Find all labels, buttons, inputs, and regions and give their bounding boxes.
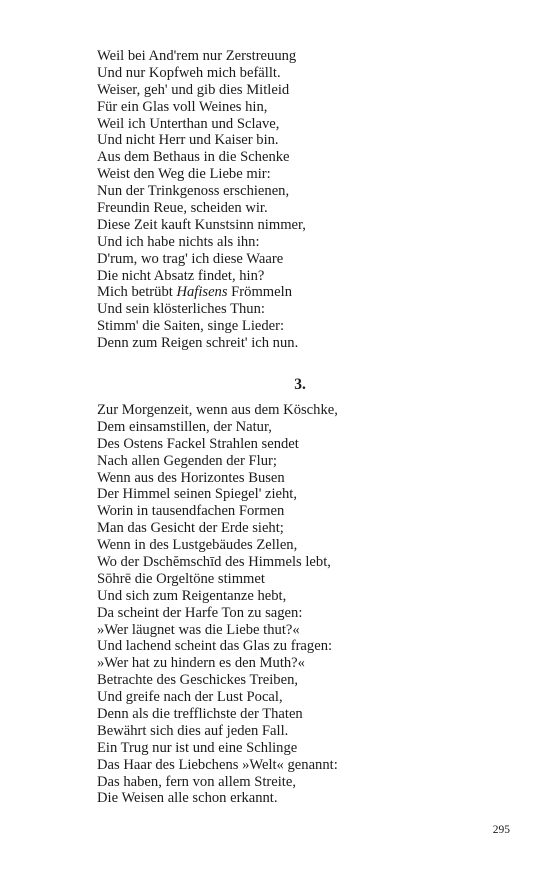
verse-line: Des Ostens Fackel Strahlen sendet (97, 435, 299, 452)
verse-line: Ein Trug nur ist und eine Schlinge (97, 739, 298, 756)
verse-line: Die Weisen alle schon erkannt. (97, 790, 278, 807)
verse-line-head: Mich betrübt (97, 284, 177, 301)
verse-line: Nun der Trinkgenoss erschienen, (97, 183, 290, 200)
verse-line-tail: Frömmeln (227, 284, 292, 301)
verse-line: Stimm' die Saiten, singe Lieder: (97, 318, 285, 335)
verse-line: Und sich zum Reigentanze hebt, (97, 587, 287, 604)
verse-line: Und ich habe nichts als ihn: (97, 233, 260, 250)
verse-line: Das haben, fern von allem Streite, (97, 773, 296, 790)
verse-line-with-italic (97, 284, 497, 301)
verse-line: Dem einsamstillen, der Natur, (97, 418, 272, 435)
verse-line: Betrachte des Geschickes Treiben, (97, 672, 299, 689)
poem-continued-stanza (97, 48, 497, 352)
verse-line: Denn zum Reigen schreit' ich nun. (97, 335, 299, 352)
verse-line: Aus dem Bethaus in die Schenke (97, 149, 290, 166)
verse-line: Denn als die trefflichste der Thaten (97, 706, 303, 723)
verse-line: Weil bei And'rem nur Zerstreuung (97, 48, 297, 64)
verse-line: Wenn in des Lustgebäudes Zellen, (97, 537, 298, 554)
poem-3-stanza (97, 402, 497, 807)
verse-line: Und lachend scheint das Glas zu fragen: (97, 638, 333, 655)
verse-line: Freundin Reue, scheiden wir. (97, 200, 268, 217)
verse-line: Worin in tausendfachen Formen (97, 503, 285, 520)
verse-line: Und nur Kopfweh mich befällt. (97, 64, 281, 81)
verse-line: Und greife nach der Lust Pocal, (97, 689, 283, 706)
verse-line: Die nicht Absatz findet, hin? (97, 267, 265, 284)
verse-line: Wenn aus des Horizontes Busen (97, 469, 285, 486)
verse-line: Das Haar des Liebchens »Welt« genannt: (97, 756, 338, 773)
verse-line: Für ein Glas voll Weines hin, (97, 98, 268, 115)
verse-line: Weil ich Unterthan und Sclave, (97, 115, 280, 132)
verse-line: Und nicht Herr und Kaiser bin. (97, 132, 279, 149)
verse-line: Man das Gesicht der Erde sieht; (97, 520, 284, 537)
verse-line: Und sein klösterliches Thun: (97, 301, 265, 318)
verse-line: Wo der Dschĕmschīd des Himmels lebt, (97, 554, 331, 571)
verse-line: Diese Zeit kauft Kunstsinn nimmer, (97, 216, 306, 233)
verse-line: Sōhrē die Orgeltöne stimmet (97, 570, 265, 587)
verse-line: Zur Morgenzeit, wenn aus dem Köschke, (97, 402, 338, 418)
verse-line: Bewährt sich dies auf jeden Fall. (97, 722, 289, 739)
verse-line: »Wer hat zu hindern es den Muth?« (97, 655, 305, 672)
verse-line: Weiser, geh' und gib dies Mitleid (97, 81, 290, 98)
italic-name: Hafisens (176, 284, 228, 301)
verse-line: Weist den Weg die Liebe mir: (97, 166, 271, 183)
page-number: 295 (492, 824, 510, 836)
verse-line: Da scheint der Harfe Ton zu sagen: (97, 604, 303, 621)
poem-number-heading: 3. (294, 376, 306, 393)
verse-line: Nach allen Gegenden der Flur; (97, 452, 277, 469)
verse-line: »Wer läugnet was die Liebe thut?« (97, 621, 300, 638)
verse-line: Der Himmel seinen Spiegel' zieht, (97, 486, 297, 503)
verse-line: D'rum, wo trag' ich diese Waare (97, 250, 284, 267)
